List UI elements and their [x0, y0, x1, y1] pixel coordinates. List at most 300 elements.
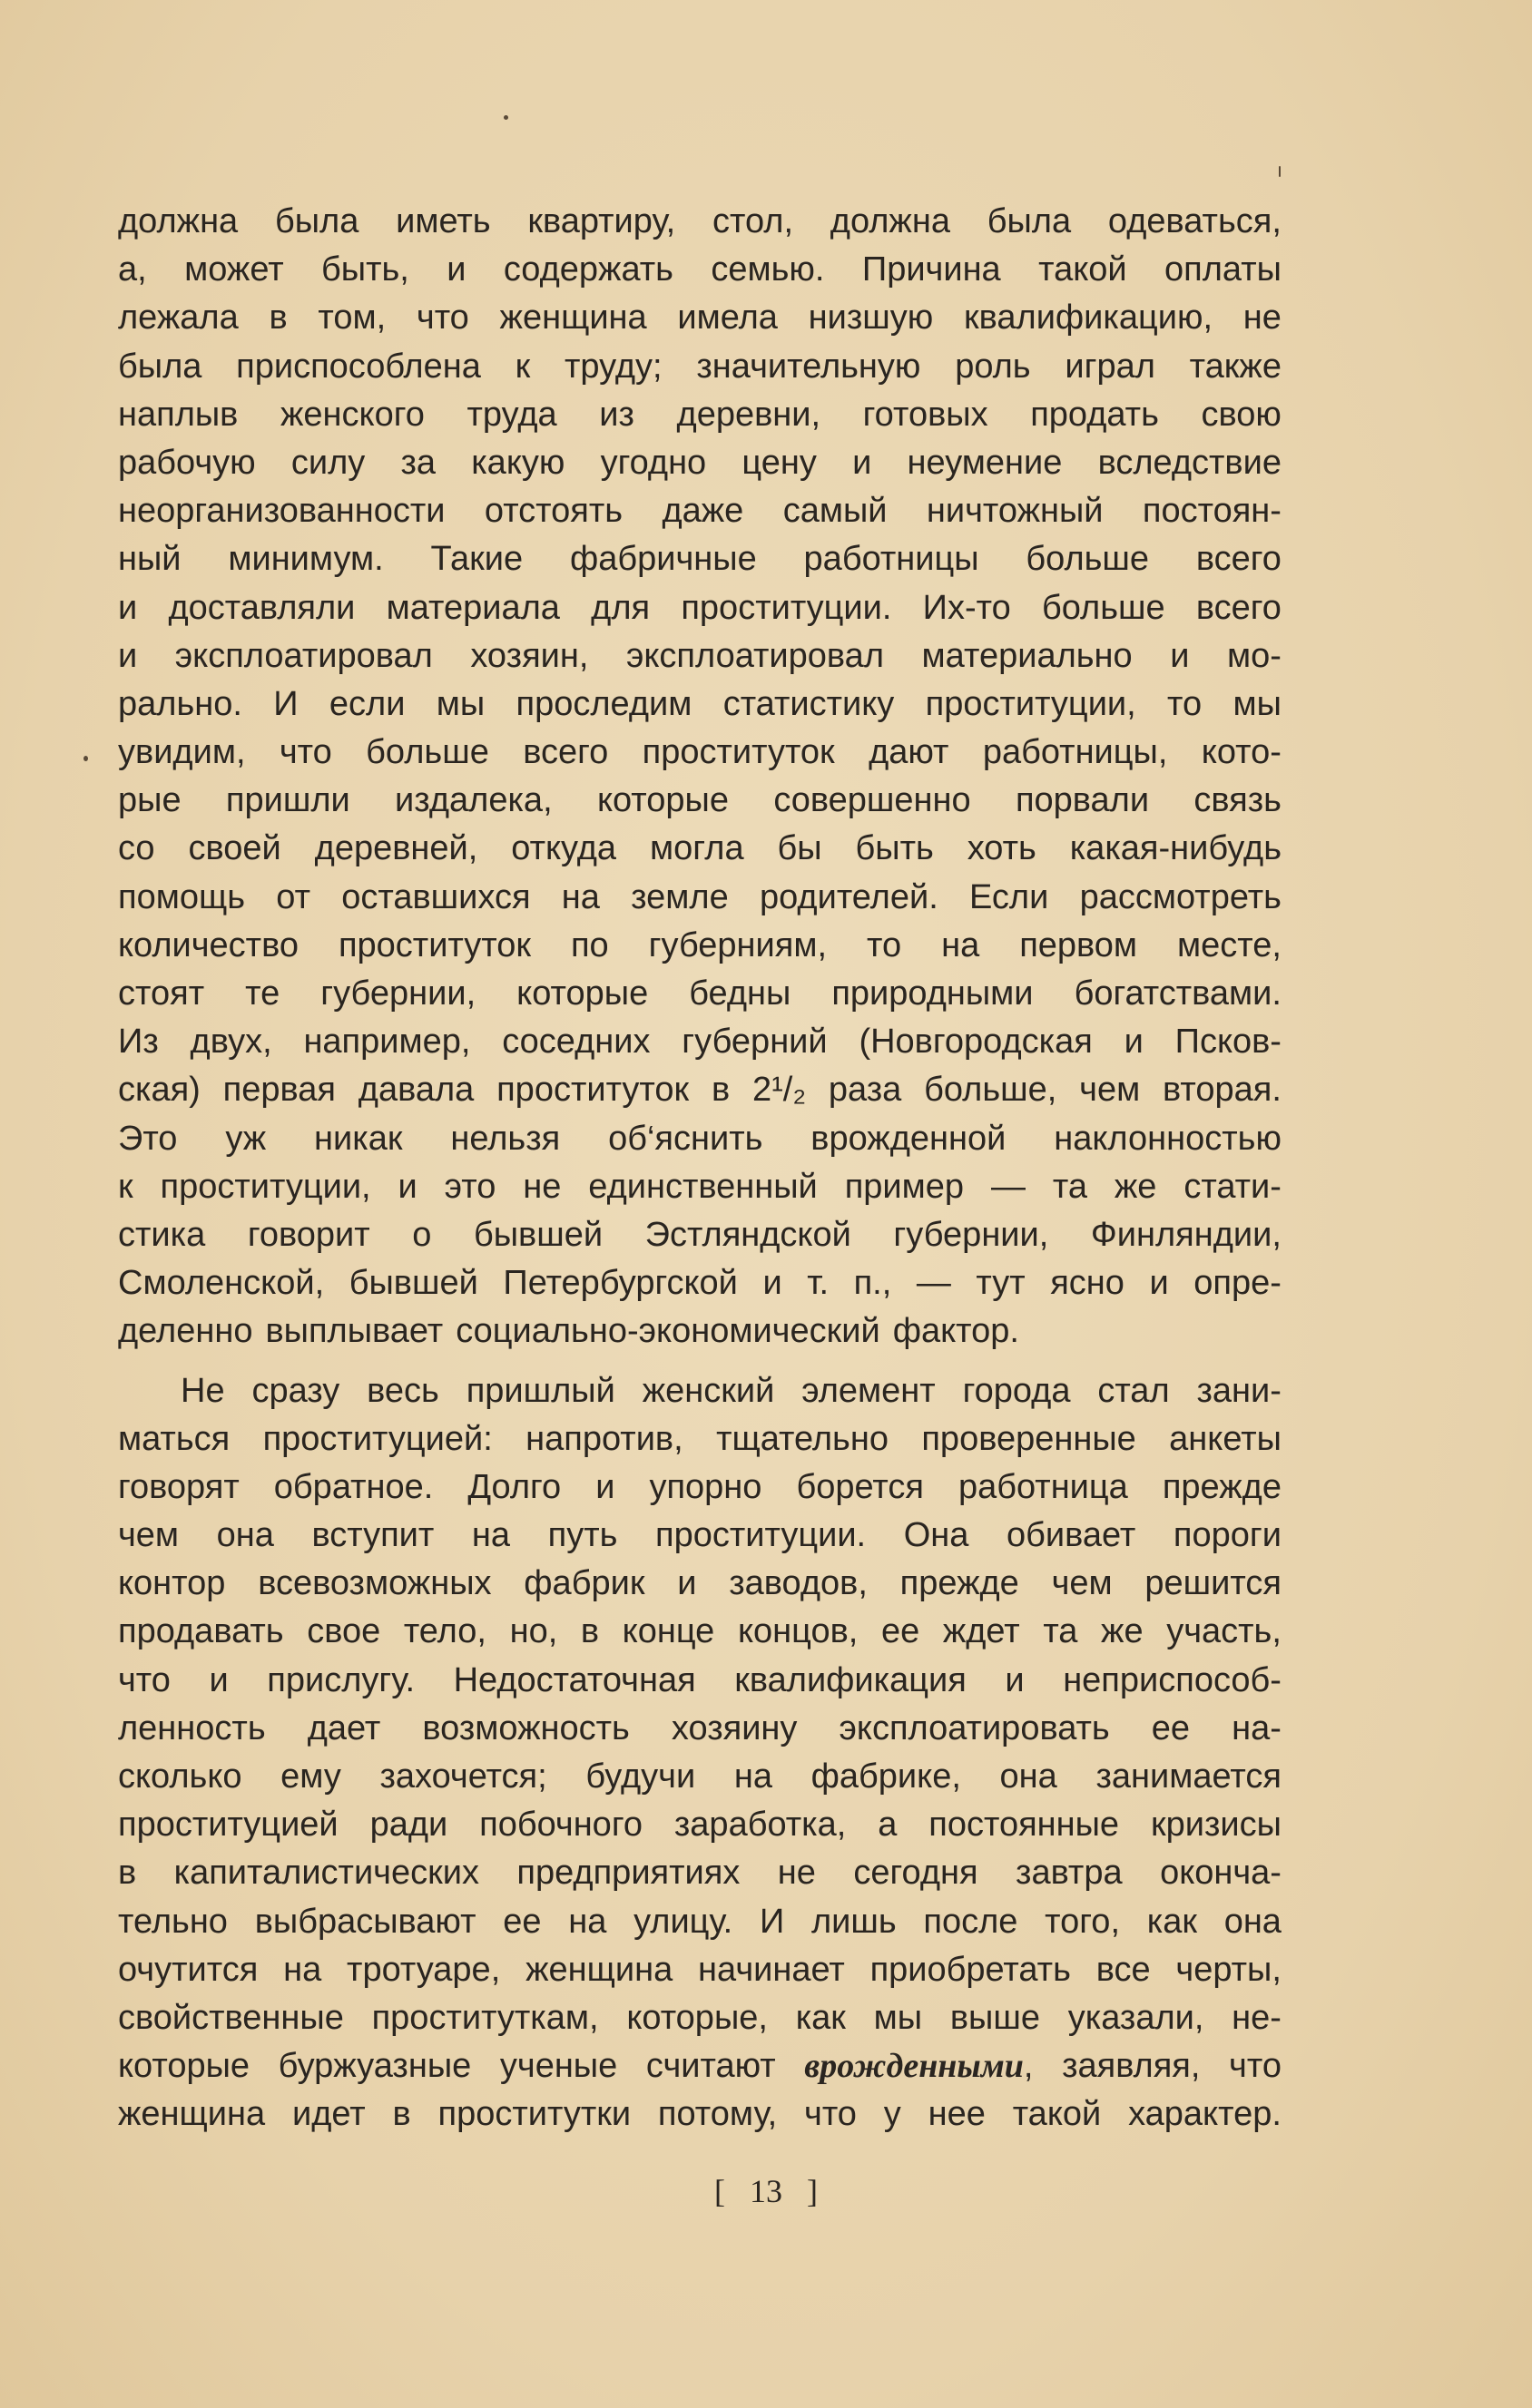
word: ученые: [499, 2047, 618, 2086]
word: со: [118, 829, 155, 868]
word: первая: [222, 1071, 336, 1110]
word: об‘яснить: [608, 1119, 763, 1158]
word: заработка,: [673, 1806, 847, 1845]
word: ничтожный: [926, 492, 1104, 531]
word: к: [118, 1167, 133, 1206]
word: напротив,: [525, 1419, 683, 1458]
text-line: [118, 584, 1282, 632]
word: те: [245, 974, 280, 1013]
word: статистику: [722, 684, 895, 723]
text-line: [118, 1753, 1282, 1801]
word: всего: [1195, 588, 1282, 627]
word: труду;: [565, 347, 663, 386]
word: должна: [830, 202, 950, 240]
word: ее: [880, 1612, 920, 1651]
word: занимается: [1095, 1757, 1282, 1796]
word: которые: [516, 974, 649, 1013]
word: возможность: [422, 1708, 630, 1747]
word: на: [941, 925, 980, 964]
word: губернии,: [893, 1215, 1049, 1254]
word: конце: [622, 1612, 715, 1651]
word: пример: [844, 1167, 965, 1206]
word: и: [762, 1264, 782, 1303]
word: весь: [367, 1371, 439, 1410]
text-line: [118, 1259, 1282, 1307]
word: на: [733, 1757, 772, 1796]
text-line: [118, 1463, 1282, 1512]
word: Эстляндской: [644, 1215, 851, 1254]
word: работница: [958, 1467, 1128, 1506]
word: проституции,: [160, 1167, 371, 1206]
word: одеваться,: [1107, 202, 1282, 240]
word: Это: [118, 1119, 178, 1158]
word: Долго: [467, 1467, 562, 1506]
word: цену: [741, 443, 817, 482]
text-line: [118, 1415, 1282, 1463]
word: проституткам,: [371, 1998, 599, 2037]
word: рально.: [118, 684, 242, 723]
word: очутится: [118, 1950, 259, 1989]
word: упорно: [649, 1467, 762, 1506]
word: проверенные: [921, 1419, 1136, 1458]
word: неприспособ-: [1063, 1660, 1282, 1699]
word: города: [962, 1371, 1071, 1410]
word: отстоять: [484, 492, 624, 531]
word: эксплоатировать: [839, 1708, 1110, 1747]
emphasized-word: врожденными: [804, 2047, 1024, 2086]
word: постоян-: [1142, 492, 1282, 531]
word: стати-: [1183, 1167, 1282, 1206]
word: продавать: [118, 1612, 284, 1651]
word: вторая.: [1163, 1071, 1282, 1110]
word: элемент: [801, 1371, 936, 1410]
word: что: [416, 299, 469, 338]
text-line: [118, 535, 1282, 583]
word: свое: [307, 1612, 381, 1651]
text-line: [118, 1849, 1282, 1897]
word: ясно: [1050, 1264, 1124, 1303]
text-line: [118, 1705, 1282, 1753]
word: ный: [118, 540, 182, 579]
word: приспособлена: [236, 347, 481, 386]
word: проституцией:: [262, 1419, 493, 1458]
word: губерний: [682, 1023, 828, 1062]
word: проституции,: [925, 684, 1136, 723]
word: и: [1124, 1023, 1144, 1062]
word: бы: [777, 829, 822, 868]
word: и: [852, 443, 872, 482]
word: что: [804, 2095, 857, 2134]
word: неумение: [907, 443, 1063, 482]
word: что: [1229, 2047, 1282, 2086]
word: на: [471, 1516, 511, 1555]
word: то: [867, 925, 902, 964]
word: и: [1149, 1264, 1169, 1303]
word: фактор.: [892, 1312, 1019, 1351]
text-line: [118, 1898, 1282, 1946]
text-line: [118, 632, 1282, 680]
text-line: [118, 294, 1282, 342]
word: выплывает: [265, 1312, 444, 1351]
word: та: [1052, 1167, 1087, 1206]
word: и: [118, 636, 138, 675]
text-line: [118, 970, 1282, 1018]
word: связь: [1193, 781, 1282, 820]
word: решится: [1144, 1564, 1282, 1603]
word: Их-то: [922, 588, 1011, 627]
word: концов,: [737, 1612, 859, 1651]
word: хозяину: [671, 1708, 798, 1747]
word: идет: [291, 2095, 366, 2134]
word: кото-: [1201, 733, 1282, 772]
word: и: [677, 1564, 697, 1603]
text-line: [118, 2042, 1282, 2090]
word: была: [118, 347, 202, 386]
word: раза: [828, 1071, 902, 1110]
word: Из: [118, 1023, 159, 1062]
word: соседних: [502, 1023, 651, 1062]
word: может: [184, 250, 284, 289]
word: больше,: [924, 1071, 1057, 1110]
word: Финляндии,: [1090, 1215, 1282, 1254]
word: всего: [1195, 540, 1282, 579]
word: играл: [1065, 347, 1155, 386]
word: пришли: [225, 781, 350, 820]
word: а,: [118, 250, 147, 289]
text-line: [118, 729, 1282, 777]
ink-speck: [83, 756, 88, 761]
word: опре-: [1193, 1264, 1282, 1303]
word: как: [1146, 1902, 1197, 1941]
word: тело,: [403, 1612, 486, 1651]
word: ее: [503, 1902, 542, 1941]
text-line: [118, 1307, 1282, 1356]
word: и: [209, 1660, 229, 1699]
word: своей: [188, 829, 281, 868]
word: обивает: [1006, 1516, 1136, 1555]
word: Она: [903, 1516, 969, 1555]
text-line: [118, 1018, 1282, 1066]
word: деленно: [118, 1312, 253, 1351]
word: материала: [386, 588, 560, 627]
word: которые,: [626, 1998, 768, 2037]
word: из: [599, 395, 634, 434]
word: стол,: [712, 202, 794, 240]
word: рабочую: [118, 443, 256, 482]
word: проститутки: [437, 2095, 632, 2134]
word: врожденной: [810, 1119, 1007, 1158]
page-number: [ 13 ]: [714, 2173, 818, 2209]
word: указали,: [1067, 1998, 1204, 2037]
word: чем: [1051, 1564, 1113, 1603]
text-line: [118, 1946, 1282, 1994]
word: в: [580, 1612, 600, 1651]
word: оставшихся: [341, 877, 531, 916]
word: женского: [280, 395, 425, 434]
word: тельно: [118, 1902, 228, 1941]
word: издалека,: [395, 781, 553, 820]
word: тротуаре,: [347, 1950, 501, 1989]
word: проституток: [338, 925, 531, 964]
word: бывшей: [349, 1264, 478, 1303]
word: приобретать: [869, 1950, 1071, 1989]
word: роль: [955, 347, 1031, 386]
word: труда: [466, 395, 557, 434]
word: губернии,: [320, 974, 476, 1013]
word: родителей.: [759, 877, 938, 916]
word: черты,: [1175, 1950, 1282, 1989]
word: на: [561, 877, 600, 916]
word: побочного: [479, 1806, 643, 1845]
text-line: [118, 1512, 1282, 1560]
word: по: [570, 925, 609, 964]
word: предприятиях: [516, 1854, 741, 1893]
text-line: [118, 1211, 1282, 1259]
word: дают: [869, 733, 949, 772]
word: за: [400, 443, 437, 482]
word: значительную: [696, 347, 921, 386]
text-line: [118, 1994, 1282, 2042]
text-line: [118, 1560, 1282, 1608]
word: Причина: [861, 250, 1001, 289]
word: содержать: [503, 250, 673, 289]
ink-speck: [1279, 166, 1281, 177]
word: все: [1095, 1950, 1151, 1989]
word: мы: [1232, 684, 1282, 723]
ink-speck: [504, 115, 508, 120]
word: деревни,: [676, 395, 821, 434]
word: вступит: [311, 1516, 435, 1555]
word: нее: [928, 2095, 986, 2134]
word: работницы: [803, 540, 979, 579]
word: помощь: [118, 877, 246, 916]
text-line: [118, 1115, 1282, 1163]
text-line: [118, 1163, 1282, 1211]
word: фабричные: [569, 540, 757, 579]
text-line: [118, 680, 1282, 729]
word: И: [759, 1902, 785, 1941]
word: ская): [118, 1071, 201, 1110]
word: не-: [1232, 1998, 1282, 2037]
word: в: [711, 1071, 731, 1110]
word: рассмотреть: [1079, 877, 1282, 916]
word: хоть: [967, 829, 1036, 868]
word: после: [923, 1902, 1018, 1941]
word: врожденными,: [804, 2042, 1033, 2090]
word: что: [118, 1660, 171, 1699]
word: не: [523, 1167, 562, 1206]
word: п.,: [853, 1264, 892, 1303]
word: на: [283, 1950, 322, 1989]
word: самый: [782, 492, 888, 531]
word: оплаты: [1164, 250, 1282, 289]
word: природными: [831, 974, 1034, 1013]
word: Петербургской: [503, 1264, 738, 1303]
word: иметь: [396, 202, 491, 240]
text-line: [118, 1608, 1282, 1656]
word: проследим: [516, 684, 692, 723]
word: это: [444, 1167, 496, 1206]
word: богатствами.: [1074, 974, 1282, 1013]
word: материально: [921, 636, 1133, 675]
word: говорят: [118, 1467, 240, 1506]
word: женщина: [118, 2095, 266, 2134]
word: считают: [645, 2047, 776, 2086]
word: контор: [118, 1564, 226, 1603]
word: кризисы: [1150, 1806, 1282, 1845]
word: прежде: [1162, 1467, 1282, 1506]
word: захочется;: [379, 1757, 547, 1796]
word: будучи: [585, 1757, 696, 1796]
word: —: [990, 1167, 1026, 1206]
word: стал: [1097, 1371, 1170, 1410]
word: начинает: [698, 1950, 845, 1989]
word: такой: [1038, 250, 1127, 289]
word: она: [999, 1757, 1057, 1796]
word: быть,: [321, 250, 409, 289]
word: мы: [873, 1998, 923, 2037]
word: на-: [1232, 1708, 1282, 1747]
word: буржуазные: [278, 2047, 472, 2086]
word: в: [269, 299, 288, 338]
word: силу: [290, 443, 366, 482]
word: борется: [796, 1467, 924, 1506]
word: продать: [1030, 395, 1159, 434]
word: квалификацию,: [964, 299, 1213, 338]
body-text: [118, 198, 1282, 2139]
word: маться: [118, 1419, 231, 1458]
word: минимум.: [228, 540, 384, 579]
word: ему: [280, 1757, 341, 1796]
word: даже: [662, 492, 744, 531]
word: не: [777, 1854, 816, 1893]
word: и: [398, 1167, 417, 1206]
word: например,: [303, 1023, 471, 1062]
word: мо-: [1227, 636, 1282, 675]
word: в: [118, 1854, 137, 1893]
word: месте,: [1177, 925, 1282, 964]
word: проституцией: [118, 1806, 339, 1845]
word: ради: [369, 1806, 448, 1845]
word: чем: [1079, 1071, 1141, 1110]
word: путь: [547, 1516, 618, 1555]
word: чем: [118, 1516, 180, 1555]
word: Недостаточная: [453, 1660, 696, 1699]
paragraph: [118, 1367, 1282, 2139]
word: потому,: [657, 2095, 778, 2134]
word: оконча-: [1160, 1854, 1282, 1893]
word: обратное.: [273, 1467, 434, 1506]
text-line: [118, 825, 1282, 873]
word: тут: [976, 1264, 1026, 1303]
word: выбрасывают: [254, 1902, 476, 1941]
word: всего: [523, 733, 609, 772]
word: она: [216, 1516, 274, 1555]
text-line: [118, 198, 1282, 246]
word: квартиру,: [527, 202, 676, 240]
word: Смоленской,: [118, 1264, 325, 1303]
word: неорганизованности: [118, 492, 446, 531]
word: больше: [366, 733, 489, 772]
word: социально-экономический: [456, 1312, 880, 1351]
word: Не: [181, 1371, 225, 1410]
word: и: [447, 250, 466, 289]
word: стоят: [118, 974, 205, 1013]
word: двух,: [190, 1023, 272, 1062]
word: и: [118, 588, 138, 627]
word: мы: [436, 684, 486, 723]
word: первом: [1019, 925, 1138, 964]
word: Такие: [430, 540, 524, 579]
word: семью.: [711, 250, 825, 289]
word: низшую: [808, 299, 934, 338]
word: женский: [642, 1371, 775, 1410]
word: совершенно: [773, 781, 971, 820]
word: стика: [118, 1215, 206, 1254]
word: дает: [307, 1708, 381, 1747]
word: готовых: [862, 395, 988, 434]
word: и: [1005, 1660, 1025, 1699]
word: всевозможных: [258, 1564, 492, 1603]
word: свойственные: [118, 1998, 344, 2037]
word: к: [515, 347, 531, 386]
word: тщательно: [716, 1419, 889, 1458]
text-line: [118, 1367, 1282, 1415]
word: нельзя: [450, 1119, 561, 1158]
word: должна: [118, 202, 239, 240]
word: больше: [1026, 540, 1150, 579]
word: была: [987, 202, 1072, 240]
word: улицу.: [633, 1902, 733, 1941]
word: никак: [314, 1119, 403, 1158]
word: не: [1242, 299, 1282, 338]
word: говорит: [247, 1215, 370, 1254]
word: т.: [807, 1264, 830, 1303]
word: прислугу.: [267, 1660, 416, 1699]
word: бывшей: [473, 1215, 604, 1254]
text-line: [118, 922, 1282, 970]
text-line: [118, 1066, 1282, 1114]
word: заводов,: [729, 1564, 868, 1603]
word: вследствие: [1097, 443, 1282, 482]
word: но,: [509, 1612, 558, 1651]
word: проституции.: [681, 588, 892, 627]
word: проституток: [496, 1071, 690, 1110]
text-line: [118, 391, 1282, 439]
word: она: [1223, 1902, 1282, 1941]
word: уж: [225, 1119, 267, 1158]
word: участь,: [1166, 1612, 1282, 1651]
word: больше: [1041, 588, 1165, 627]
word: могла: [650, 829, 744, 868]
word: лежала: [118, 299, 239, 338]
word: свою: [1201, 395, 1282, 434]
word: наплыв: [118, 395, 239, 434]
word: единственный: [588, 1167, 818, 1206]
text-line: [118, 439, 1282, 487]
word: наклонностью: [1054, 1119, 1282, 1158]
word: губерниям,: [648, 925, 828, 964]
text-line: [118, 343, 1282, 391]
word: проституток: [642, 733, 835, 772]
word: завтра: [1016, 1854, 1123, 1893]
word: и: [595, 1467, 615, 1506]
word: пришлый: [466, 1371, 615, 1410]
word: же: [1114, 1167, 1157, 1206]
text-line: [118, 874, 1282, 922]
word: анкеты: [1169, 1419, 1282, 1458]
word: количество: [118, 925, 299, 964]
